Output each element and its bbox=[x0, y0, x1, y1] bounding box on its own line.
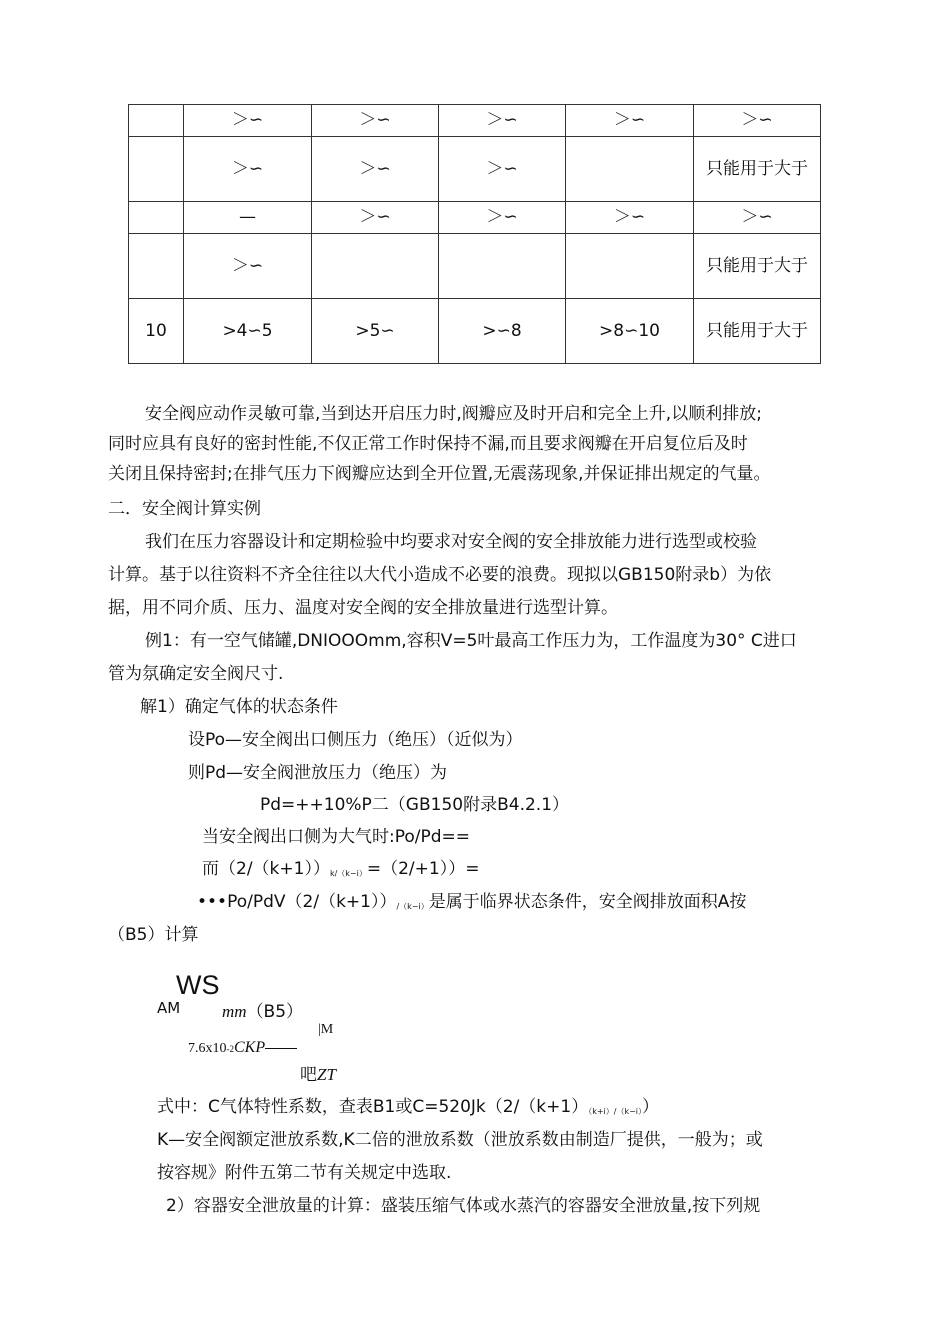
where-subscript: （k+i）/（k−i） bbox=[588, 1107, 643, 1116]
paragraph-line: 关闭且保持密封;在排气压力下阀瓣应达到全开位置,无震荡现象,并保证排出规定的气量。 bbox=[108, 464, 771, 484]
formula-ws: WS bbox=[176, 970, 220, 1000]
table-cell: ＞∽ bbox=[694, 202, 821, 234]
ratio-text: 而（2/（k+1）） bbox=[202, 859, 330, 879]
ratio-text-end: =（2/+1））= bbox=[366, 859, 480, 879]
table-row bbox=[129, 105, 821, 137]
table-cell: 只能用于大于 bbox=[694, 299, 821, 364]
solution-step: 2）容器安全泄放量的计算：盛装压缩气体或水蒸汽的容器安全泄放量,按下列规 bbox=[166, 1196, 761, 1216]
example-line: 例1：有一空气储罐,DNIOOOmm,容积V=5叶最高工作压力为，工作温度为30° C进口 bbox=[145, 631, 797, 651]
table-cell bbox=[129, 234, 184, 299]
table-cell: 只能用于大于 bbox=[694, 234, 821, 299]
table-cell: ＞∽ bbox=[694, 105, 821, 137]
table-cell: ＞∽ bbox=[439, 105, 566, 137]
formula-b5: （B5） bbox=[246, 1002, 304, 1022]
formula-denominator bbox=[188, 1039, 297, 1057]
table-cell: ＞∽ bbox=[312, 105, 439, 137]
definition-line: 按容规》附件五第二节有关规定中选取. bbox=[157, 1163, 452, 1183]
paragraph-line: 据，用不同介质、压力、温度对安全阀的安全排放量进行选型计算。 bbox=[108, 598, 618, 618]
table-cell: >4∽5 bbox=[184, 299, 312, 364]
table-cell bbox=[566, 234, 694, 299]
table-cell: 只能用于大于 bbox=[694, 137, 821, 202]
example-line: 管为氛确定安全阀尺寸. bbox=[108, 664, 284, 684]
where-text: 式中：C气体特性系数，查表B1或C=520Jk（2/（k+1） bbox=[157, 1097, 589, 1117]
equation-line bbox=[197, 891, 746, 918]
table-cell bbox=[129, 202, 184, 234]
definition-line: 则Pd—安全阀泄放压力（绝压）为 bbox=[188, 763, 448, 783]
table-cell: ＞∽ bbox=[439, 202, 566, 234]
table-cell: ＞∽ bbox=[184, 137, 312, 202]
formula-zt bbox=[300, 1060, 336, 1085]
critical-subscript: /（k−i） bbox=[396, 902, 429, 911]
table-row bbox=[129, 234, 821, 299]
table-cell: >5∽ bbox=[312, 299, 439, 364]
equation-line: Pd=++10%P二（GB150附录B4.2.1） bbox=[260, 795, 570, 815]
table-cell bbox=[129, 105, 184, 137]
table-cell: ＞∽ bbox=[312, 202, 439, 234]
definition-line: 设Po—安全阀出口侧压力（绝压）（近似为） bbox=[188, 730, 523, 750]
solution-step: 解1）确定气体的状态条件 bbox=[140, 697, 338, 717]
table-cell: ＞∽ bbox=[184, 234, 312, 299]
definition-line bbox=[157, 1096, 659, 1123]
equation-line: 当安全阀出口侧为大气时:Po/Pd== bbox=[202, 827, 471, 847]
formula-mm: mm bbox=[222, 1002, 247, 1021]
paragraph-line: 计算。基于以往资料不齐全往往以大代小造成不必要的浪费。现拟以GB150附录b）为依 bbox=[108, 565, 772, 585]
formula-coef: 7.6x10 bbox=[188, 1041, 227, 1056]
table-row bbox=[129, 202, 821, 234]
formula-m: |M bbox=[318, 1022, 334, 1037]
formula-am: AM bbox=[157, 999, 181, 1017]
table-cell: ＞∽ bbox=[439, 137, 566, 202]
definition-line: K—安全阀额定泄放系数,K二倍的泄放系数（泄放系数由制造厂提供，一般为；或 bbox=[157, 1130, 763, 1150]
table-cell: ＞∽ bbox=[312, 137, 439, 202]
table-cell: — bbox=[184, 202, 312, 234]
table-cell: >∽8 bbox=[439, 299, 566, 364]
paragraph-line: 我们在压力容器设计和定期检验中均要求对安全阀的安全排放能力进行选型或校验 bbox=[145, 532, 757, 552]
table-cell bbox=[439, 234, 566, 299]
formula-zt-b: ZT bbox=[317, 1065, 336, 1084]
formula-zt-a: 吧 bbox=[300, 1065, 317, 1084]
paragraph-line: 同时应具有良好的密封性能,不仅正常工作时保持不漏,而且要求阀瓣在开启复位后及时 bbox=[108, 434, 748, 454]
table-cell bbox=[566, 137, 694, 202]
table-cell: ＞∽ bbox=[566, 105, 694, 137]
section-heading: 二．安全阀计算实例 bbox=[108, 499, 261, 519]
paragraph-line: （B5）计算 bbox=[108, 925, 199, 945]
table-cell bbox=[129, 137, 184, 202]
table-cell: ＞∽ bbox=[184, 105, 312, 137]
critical-text-end: 是属于临界状态条件，安全阀排放面积A按 bbox=[428, 892, 747, 912]
equation-line bbox=[202, 858, 479, 885]
critical-text: •••Po/PdV（2/（k+1）） bbox=[197, 892, 397, 912]
table-row bbox=[129, 137, 821, 202]
where-text-end: ） bbox=[642, 1097, 660, 1117]
valve-spec-table bbox=[128, 104, 821, 364]
table-cell: 10 bbox=[129, 299, 184, 364]
table-cell bbox=[312, 234, 439, 299]
paragraph-line: 安全阀应动作灵敏可靠,当到达开启压力时,阀瓣应及时开启和完全上升,以顺利排放; bbox=[145, 404, 762, 424]
formula-ckp: CKP bbox=[234, 1039, 266, 1056]
ratio-subscript: k/（k−i） bbox=[329, 869, 367, 878]
table-cell: ＞∽ bbox=[566, 202, 694, 234]
formula-exp: -2 bbox=[226, 1044, 234, 1054]
formula-mm-label bbox=[222, 997, 303, 1022]
table-row bbox=[129, 299, 821, 364]
table-cell: >8∽10 bbox=[566, 299, 694, 364]
fraction-line bbox=[265, 1048, 297, 1049]
